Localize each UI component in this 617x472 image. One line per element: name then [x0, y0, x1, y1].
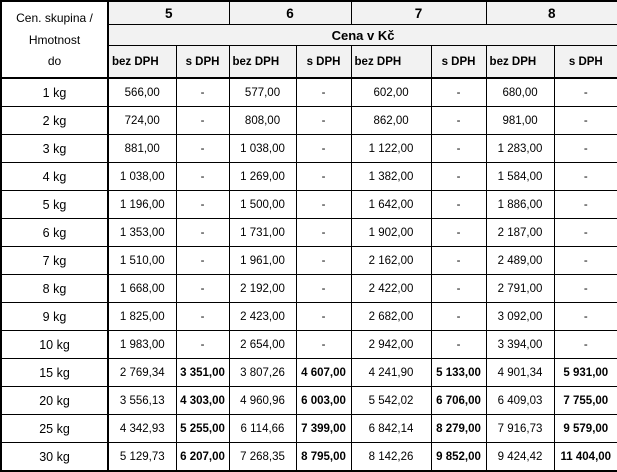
price-cell: - — [296, 275, 351, 303]
price-cell: 1 283,00 — [486, 135, 554, 163]
price-cell: 2 942,00 — [351, 331, 431, 359]
weight-label-cell: 20 kg — [1, 387, 108, 415]
group-header-6: 6 — [229, 1, 351, 25]
corner-line-2: Hmotnost — [28, 32, 81, 47]
price-cell: 7 268,35 — [229, 443, 296, 472]
header-bez-dph-5: bez DPH — [108, 46, 176, 79]
price-cell: 577,00 — [229, 78, 296, 107]
price-cell: 1 500,00 — [229, 191, 296, 219]
table-header — [1, 1, 617, 78]
price-cell: 1 122,00 — [351, 135, 431, 163]
weight-label-cell: 25 kg — [1, 415, 108, 443]
weight-label-cell: 8 kg — [1, 275, 108, 303]
price-cell: 6 706,00 — [431, 387, 486, 415]
price-cell: - — [296, 247, 351, 275]
price-header: Cena v Kč — [108, 25, 617, 46]
table-row — [1, 443, 617, 472]
corner-line-3: do — [47, 54, 62, 68]
price-cell: - — [431, 107, 486, 135]
price-cell: - — [554, 275, 617, 303]
price-cell: 2 769,34 — [108, 359, 176, 387]
price-cell: 1 961,00 — [229, 247, 296, 275]
table-row — [1, 163, 617, 191]
table-row — [1, 331, 617, 359]
price-cell: - — [554, 135, 617, 163]
price-cell: 8 795,00 — [296, 443, 351, 472]
price-cell: - — [176, 303, 229, 331]
weight-label-cell: 10 kg — [1, 331, 108, 359]
price-cell: - — [176, 247, 229, 275]
price-cell: 2 489,00 — [486, 247, 554, 275]
price-cell: 2 654,00 — [229, 331, 296, 359]
price-cell: - — [431, 331, 486, 359]
price-cell: 1 196,00 — [108, 191, 176, 219]
price-cell: 724,00 — [108, 107, 176, 135]
price-cell: - — [431, 247, 486, 275]
price-cell: 11 404,00 — [554, 443, 617, 472]
header-s-dph-5: s DPH — [176, 46, 229, 79]
price-cell: 9 424,42 — [486, 443, 554, 472]
price-cell: 8 279,00 — [431, 415, 486, 443]
weight-label-cell: 7 kg — [1, 247, 108, 275]
price-cell: - — [431, 78, 486, 107]
price-cell: 4 241,90 — [351, 359, 431, 387]
price-cell: 5 931,00 — [554, 359, 617, 387]
price-cell: 1 038,00 — [229, 135, 296, 163]
price-cell: 4 342,93 — [108, 415, 176, 443]
group-header-5: 5 — [108, 1, 229, 25]
price-cell: 7 916,73 — [486, 415, 554, 443]
table-row — [1, 219, 617, 247]
price-cell: - — [431, 163, 486, 191]
price-cell: - — [176, 135, 229, 163]
price-cell: 1 983,00 — [108, 331, 176, 359]
header-bez-dph-8: bez DPH — [486, 46, 554, 79]
weight-label-cell: 3 kg — [1, 135, 108, 163]
price-cell: - — [176, 163, 229, 191]
price-cell: 5 255,00 — [176, 415, 229, 443]
price-cell: 2 192,00 — [229, 275, 296, 303]
header-s-dph-6: s DPH — [296, 46, 351, 79]
price-cell: - — [296, 163, 351, 191]
price-cell: 3 807,26 — [229, 359, 296, 387]
price-cell: 3 394,00 — [486, 331, 554, 359]
weight-label-cell: 1 kg — [1, 78, 108, 107]
price-cell: 5 133,00 — [431, 359, 486, 387]
header-s-dph-8: s DPH — [554, 46, 617, 79]
table-row — [1, 303, 617, 331]
price-cell: 1 668,00 — [108, 275, 176, 303]
corner-line-1: Cen. skupina / — [16, 11, 93, 25]
price-cell: - — [296, 135, 351, 163]
corner-header-text — [2, 3, 107, 77]
price-cell: - — [176, 107, 229, 135]
price-cell: 4 607,00 — [296, 359, 351, 387]
table-row — [1, 107, 617, 135]
price-cell: - — [431, 303, 486, 331]
price-cell: 2 422,00 — [351, 275, 431, 303]
weight-label-cell: 9 kg — [1, 303, 108, 331]
table-row — [1, 415, 617, 443]
price-cell: 3 351,00 — [176, 359, 229, 387]
price-cell: 2 423,00 — [229, 303, 296, 331]
price-cell: 981,00 — [486, 107, 554, 135]
corner-header-cell — [1, 1, 108, 78]
price-cell: - — [431, 135, 486, 163]
price-cell: 1 353,00 — [108, 219, 176, 247]
price-cell: 1 886,00 — [486, 191, 554, 219]
price-cell: 7 755,00 — [554, 387, 617, 415]
price-cell: 2 187,00 — [486, 219, 554, 247]
price-cell: - — [296, 107, 351, 135]
price-cell: 881,00 — [108, 135, 176, 163]
price-cell: 5 542,02 — [351, 387, 431, 415]
table-row — [1, 387, 617, 415]
price-cell: 1 825,00 — [108, 303, 176, 331]
price-cell: 2 162,00 — [351, 247, 431, 275]
price-cell: - — [554, 303, 617, 331]
price-cell: 6 003,00 — [296, 387, 351, 415]
price-cell: - — [296, 303, 351, 331]
price-cell: 602,00 — [351, 78, 431, 107]
price-cell: 6 207,00 — [176, 443, 229, 472]
price-cell: 1 510,00 — [108, 247, 176, 275]
price-cell: 4 960,96 — [229, 387, 296, 415]
price-cell: 1 584,00 — [486, 163, 554, 191]
price-cell: 7 399,00 — [296, 415, 351, 443]
price-cell: 3 092,00 — [486, 303, 554, 331]
price-cell: 9 852,00 — [431, 443, 486, 472]
price-cell: - — [176, 78, 229, 107]
price-cell: 1 731,00 — [229, 219, 296, 247]
weight-label-cell: 2 kg — [1, 107, 108, 135]
price-cell: - — [554, 219, 617, 247]
weight-label-cell: 4 kg — [1, 163, 108, 191]
price-cell: 4 901,34 — [486, 359, 554, 387]
price-cell: 862,00 — [351, 107, 431, 135]
price-cell: - — [554, 163, 617, 191]
price-cell: 3 556,13 — [108, 387, 176, 415]
price-cell: - — [296, 191, 351, 219]
group-header-7: 7 — [351, 1, 486, 25]
price-cell: - — [176, 191, 229, 219]
table-row — [1, 135, 617, 163]
table-row — [1, 247, 617, 275]
price-cell: - — [431, 191, 486, 219]
price-cell: 1 902,00 — [351, 219, 431, 247]
price-cell: - — [176, 275, 229, 303]
price-cell: - — [554, 107, 617, 135]
price-cell: 1 269,00 — [229, 163, 296, 191]
header-bez-dph-6: bez DPH — [229, 46, 296, 79]
price-cell: - — [554, 247, 617, 275]
price-cell: 680,00 — [486, 78, 554, 107]
header-bez-dph-7: bez DPH — [351, 46, 431, 79]
price-cell: 8 142,26 — [351, 443, 431, 472]
price-cell: - — [296, 219, 351, 247]
price-cell: 1 382,00 — [351, 163, 431, 191]
price-cell: 6 409,03 — [486, 387, 554, 415]
price-cell: - — [176, 219, 229, 247]
group-header-row — [1, 1, 617, 25]
price-cell: 4 303,00 — [176, 387, 229, 415]
price-cell: 566,00 — [108, 78, 176, 107]
weight-label-cell: 30 kg — [1, 443, 108, 472]
table-row — [1, 359, 617, 387]
price-cell: 9 579,00 — [554, 415, 617, 443]
header-s-dph-7: s DPH — [431, 46, 486, 79]
price-cell: 1 038,00 — [108, 163, 176, 191]
price-cell: - — [296, 331, 351, 359]
weight-label-cell: 6 kg — [1, 219, 108, 247]
price-cell: - — [554, 78, 617, 107]
price-cell: 808,00 — [229, 107, 296, 135]
price-cell: - — [554, 331, 617, 359]
table-row — [1, 78, 617, 107]
price-cell: 6 842,14 — [351, 415, 431, 443]
weight-label-cell: 5 kg — [1, 191, 108, 219]
price-cell: 1 642,00 — [351, 191, 431, 219]
table-row — [1, 191, 617, 219]
price-cell: 6 114,66 — [229, 415, 296, 443]
price-cell: 2 791,00 — [486, 275, 554, 303]
price-cell: 2 682,00 — [351, 303, 431, 331]
price-cell: - — [176, 331, 229, 359]
price-cell: - — [431, 219, 486, 247]
table-row — [1, 275, 617, 303]
price-cell: - — [296, 78, 351, 107]
weight-label-cell: 15 kg — [1, 359, 108, 387]
price-cell: 5 129,73 — [108, 443, 176, 472]
price-cell: - — [431, 275, 486, 303]
price-cell: - — [554, 191, 617, 219]
group-header-8: 8 — [486, 1, 617, 25]
table-body — [1, 78, 617, 471]
